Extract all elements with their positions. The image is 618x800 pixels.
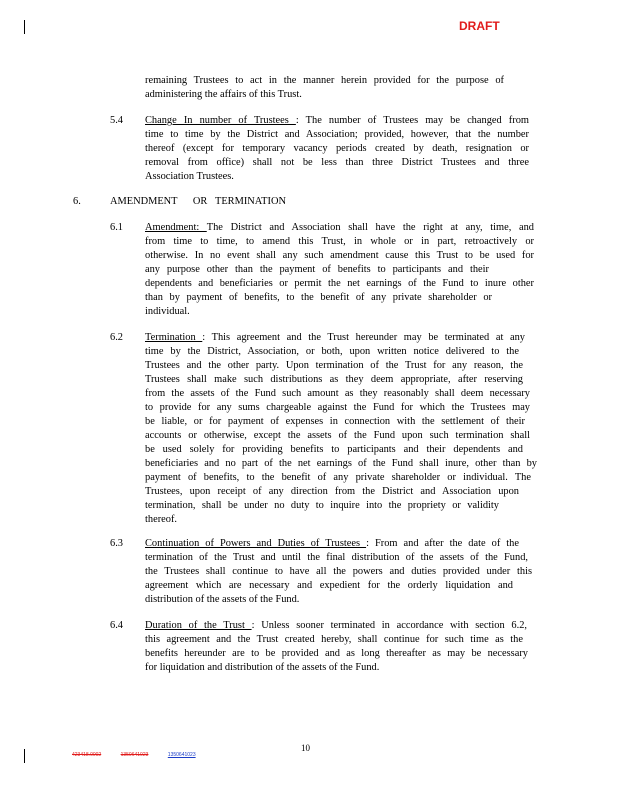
text-line: : The number of Trustees may be changed from (295, 115, 529, 126)
section-number: 6.2 (110, 332, 123, 343)
text-line: removal from office) shall not be less than three District Trustees and three (145, 157, 529, 168)
draft-label: DRAFT (459, 19, 500, 33)
text-line: any purpose other than the payment of benefits to participants and their (145, 264, 489, 275)
section-6-4-paragraph (145, 619, 528, 675)
text-line: be liable, or for payment of expenses in connection with the settlement of their (145, 416, 525, 427)
page-number: 10 (301, 743, 310, 753)
section-number: 6.3 (110, 538, 123, 549)
text-line: from the assets of the Fund such amount as they reasonably shall deem necessary (145, 388, 530, 399)
section-number: 5.4 (110, 115, 123, 126)
text-line: benefits hereunder are to be provided and as long thereafter as may be necessary (145, 648, 528, 659)
text-line: : From and after the date of the (366, 538, 519, 549)
text-line: than by payment of benefits, to the benefit of any private shareholder or (145, 292, 492, 303)
section-5-4-paragraph (145, 114, 529, 184)
section-heading: Change In number of Trustees (145, 115, 296, 126)
text-line: beneficiaries and no part of the net earnings of the Fund shall inure, other than by (145, 458, 537, 469)
text-line: thereof (except for temporary vacancy periods created by death, resignation or (145, 143, 529, 154)
section-heading: Amendment: (145, 222, 207, 233)
text-line: termination, shall be under no duty to inquire into the propriety or validity (145, 500, 499, 511)
deleted-doc-id: 423418.0002 (72, 752, 102, 758)
text-line: : Unless sooner terminated in accordance with section 6.2, (251, 620, 527, 631)
text-line: otherwise. In no event shall any such amendment cause this Trust to be used for (145, 250, 534, 261)
text-line: distribution of the assets of the Fund. (145, 594, 300, 605)
text-line: remaining Trustees to act in the manner herein provided for the purpose of (145, 75, 504, 86)
text-line: termination of the Trust and until the final distribution of the assets of the Fund, (145, 552, 528, 563)
section-heading: Continuation of Powers and Duties of Trustees (145, 538, 367, 549)
document-id-footer (72, 752, 214, 758)
text-line: dependents and beneficiaries or permit the net earnings of the Fund to inure other (145, 278, 534, 289)
text-line: The District and Association shall have the right at any, time, and (206, 222, 535, 233)
text-line: time to time by the District and Association; provided, however, that the number (145, 129, 529, 140)
section-number: 6.1 (110, 222, 123, 233)
text-line: be used solely for providing benefits to participants and their dependents and (145, 444, 523, 455)
text-line: this agreement and the Trust created hereby, shall continue for such time as the (145, 634, 523, 645)
text-line: time by the District, Association, or both, upon written notice delivered to the (145, 346, 519, 357)
text-line: Trustees shall make such distributions as they deem appropriate, after reserving (145, 374, 523, 385)
section-number: 6.4 (110, 620, 123, 631)
section-heading: Duration of the Trust (145, 620, 252, 631)
inserted-doc-id: 1350641023 (167, 752, 196, 758)
article-title: AMENDMENT OR TERMINATION (110, 196, 286, 207)
text-line: for liquidation and distribution of the assets of the Fund. (145, 662, 380, 673)
text-line: administering the affairs of this Trust. (145, 89, 302, 100)
margin-mark-top (24, 20, 25, 34)
section-heading: Termination (145, 332, 203, 343)
margin-mark-bottom (24, 749, 25, 763)
text-line: Association Trustees. (145, 171, 234, 182)
text-line: individual. (145, 306, 190, 317)
text-line: payment of benefits, to the benefit of any private shareholder or individual. The (145, 472, 531, 483)
section-6-2-paragraph (145, 331, 537, 527)
text-line: agreement which are necessary and expedient for the orderly liquidation and (145, 580, 513, 591)
carryover-paragraph (145, 74, 504, 102)
text-line: the Trustees shall continue to have all the powers and duties provided under this (145, 566, 532, 577)
text-line: Trustees and the other party. Upon termination of the Trust for any reason, the (145, 360, 523, 371)
text-line: to provide for any sums chargeable against the Fund for which the Trustees may (145, 402, 530, 413)
text-line: thereof. (145, 514, 178, 525)
section-6-3-paragraph (145, 537, 532, 607)
text-line: from time to time, to amend this Trust, in whole or in part, retroactively or (145, 236, 534, 247)
article-number: 6. (73, 196, 81, 207)
section-6-1-paragraph (145, 221, 534, 319)
text-line: : This agreement and the Trust hereunder may be terminated at any (202, 332, 525, 343)
deleted-doc-id: 1350641023 (120, 752, 149, 758)
text-line: Trustees, upon receipt of any direction from the District and Association upon (145, 486, 519, 497)
text-line: accounts or otherwise, except the assets of the Fund upon such termination shall (145, 430, 530, 441)
